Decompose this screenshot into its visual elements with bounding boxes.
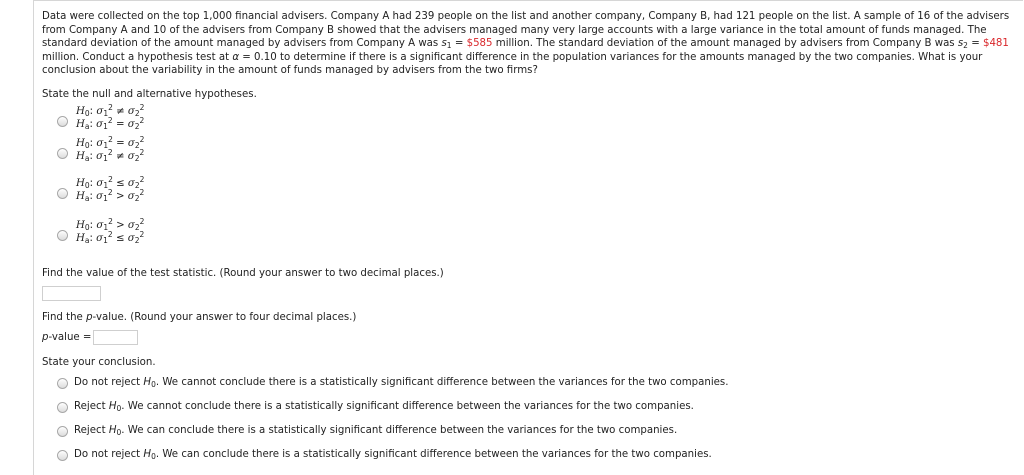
alpha-symbol: α: [232, 51, 240, 63]
equals-sign-2: =: [967, 38, 983, 49]
alternative-hypothesis: $H_a$: $\sigma_1^2 \ne \sigma_2^2$: [76, 148, 145, 163]
hypothesis-option-1: [76, 103, 145, 132]
conclusion-option-4: Do not reject $H_0$. We can conclude there is a statistically significant difference between the variances for the two companies.: [74, 449, 712, 461]
s1-value: $585: [466, 38, 493, 49]
null-hypothesis: $H_0$: $\sigma_1^2 > \sigma_2^2$: [76, 217, 145, 232]
problem-text-1: Data were collected on the top 1,000 financial advisers. Company A had 239 people on the list and another company, Company B, had 121 people on the list. A sample of 16 of the advisers from Company A and 10 of the advisers from Company B showed that the advisers managed many very large accounts with a large variance in the total amount of funds managed. The standard deviation of the amount managed by advisers from Company A was: [42, 11, 1010, 49]
conclusion-radio-2[interactable]: [57, 402, 68, 413]
equals-sign-1: =: [451, 38, 467, 49]
pvalue-field-label: [42, 332, 91, 343]
pvalue-field-text: -value =: [48, 332, 92, 343]
hypotheses-label: State the null and alternative hypotheses.: [42, 89, 257, 100]
problem-text-3: million. Conduct a hypothesis test at: [42, 51, 233, 63]
s2-value: $481: [982, 38, 1009, 49]
conclusion-radio-3[interactable]: [57, 426, 68, 437]
pvalue-label-post: -value. (Round your answer to four decimal places.): [92, 312, 357, 323]
alternative-hypothesis: $H_a$: $\sigma_1^2 = \sigma_2^2$: [76, 116, 145, 131]
hypothesis-option-3: [76, 175, 145, 204]
alternative-hypothesis: $H_a$: $\sigma_1^2 > \sigma_2^2$: [76, 188, 145, 203]
pvalue-label: [42, 312, 356, 323]
hypothesis-option-2: [76, 135, 145, 164]
pvalue-label-pre: Find the: [42, 312, 87, 323]
hypothesis-radio-1[interactable]: [57, 116, 68, 127]
conclusion-option-3: Reject $H_0$. We can conclude there is a statistically significant difference between the variances for the two companies.: [74, 425, 678, 437]
conclusion-label: State your conclusion.: [42, 357, 156, 368]
conclusion-option-2: Reject $H_0$. We cannot conclude there is a statistically significant difference between the variances for the two companies.: [74, 401, 694, 413]
test-statistic-input[interactable]: [42, 286, 101, 301]
problem-text-2: million. The standard deviation of the amount managed by advisers from Company B was: [492, 38, 958, 49]
alternative-hypothesis: $H_a$: $\sigma_1^2 \le \sigma_2^2$: [76, 230, 145, 245]
s2-symbol: s: [957, 38, 964, 49]
pvalue-field-p: p: [42, 332, 49, 343]
hypothesis-radio-4[interactable]: [57, 230, 68, 241]
pvalue-input[interactable]: [93, 330, 138, 345]
s1-symbol: s: [441, 38, 447, 49]
conclusion-radio-4[interactable]: [57, 450, 68, 461]
hypothesis-radio-3[interactable]: [57, 188, 68, 199]
s1-subscript: 1: [446, 41, 452, 50]
test-statistic-label: Find the value of the test statistic. (Round your answer to two decimal places.): [42, 268, 444, 279]
hypothesis-radio-2[interactable]: [57, 148, 68, 159]
null-hypothesis: $H_0$: $\sigma_1^2 = \sigma_2^2$: [76, 135, 145, 150]
hypothesis-option-4: [76, 217, 145, 246]
conclusion-option-1: Do not reject $H_0$. We cannot conclude there is a statistically significant difference between the variances for the two companies.: [74, 377, 729, 389]
problem-text-4: = 0.10 to determine if there is a significant difference in the population variances for the amounts managed by the two companies. What is your conclusion about the variability in the amount of funds managed by advisers from the two firms?: [42, 51, 983, 76]
s2-subscript: 2: [963, 41, 968, 50]
problem-statement: [42, 10, 1017, 78]
null-hypothesis: $H_0$: $\sigma_1^2 \ne \sigma_2^2$: [76, 103, 145, 118]
conclusion-radio-1[interactable]: [57, 378, 68, 389]
null-hypothesis: $H_0$: $\sigma_1^2 \le \sigma_2^2$: [76, 175, 145, 190]
pvalue-label-p: p: [86, 312, 93, 323]
